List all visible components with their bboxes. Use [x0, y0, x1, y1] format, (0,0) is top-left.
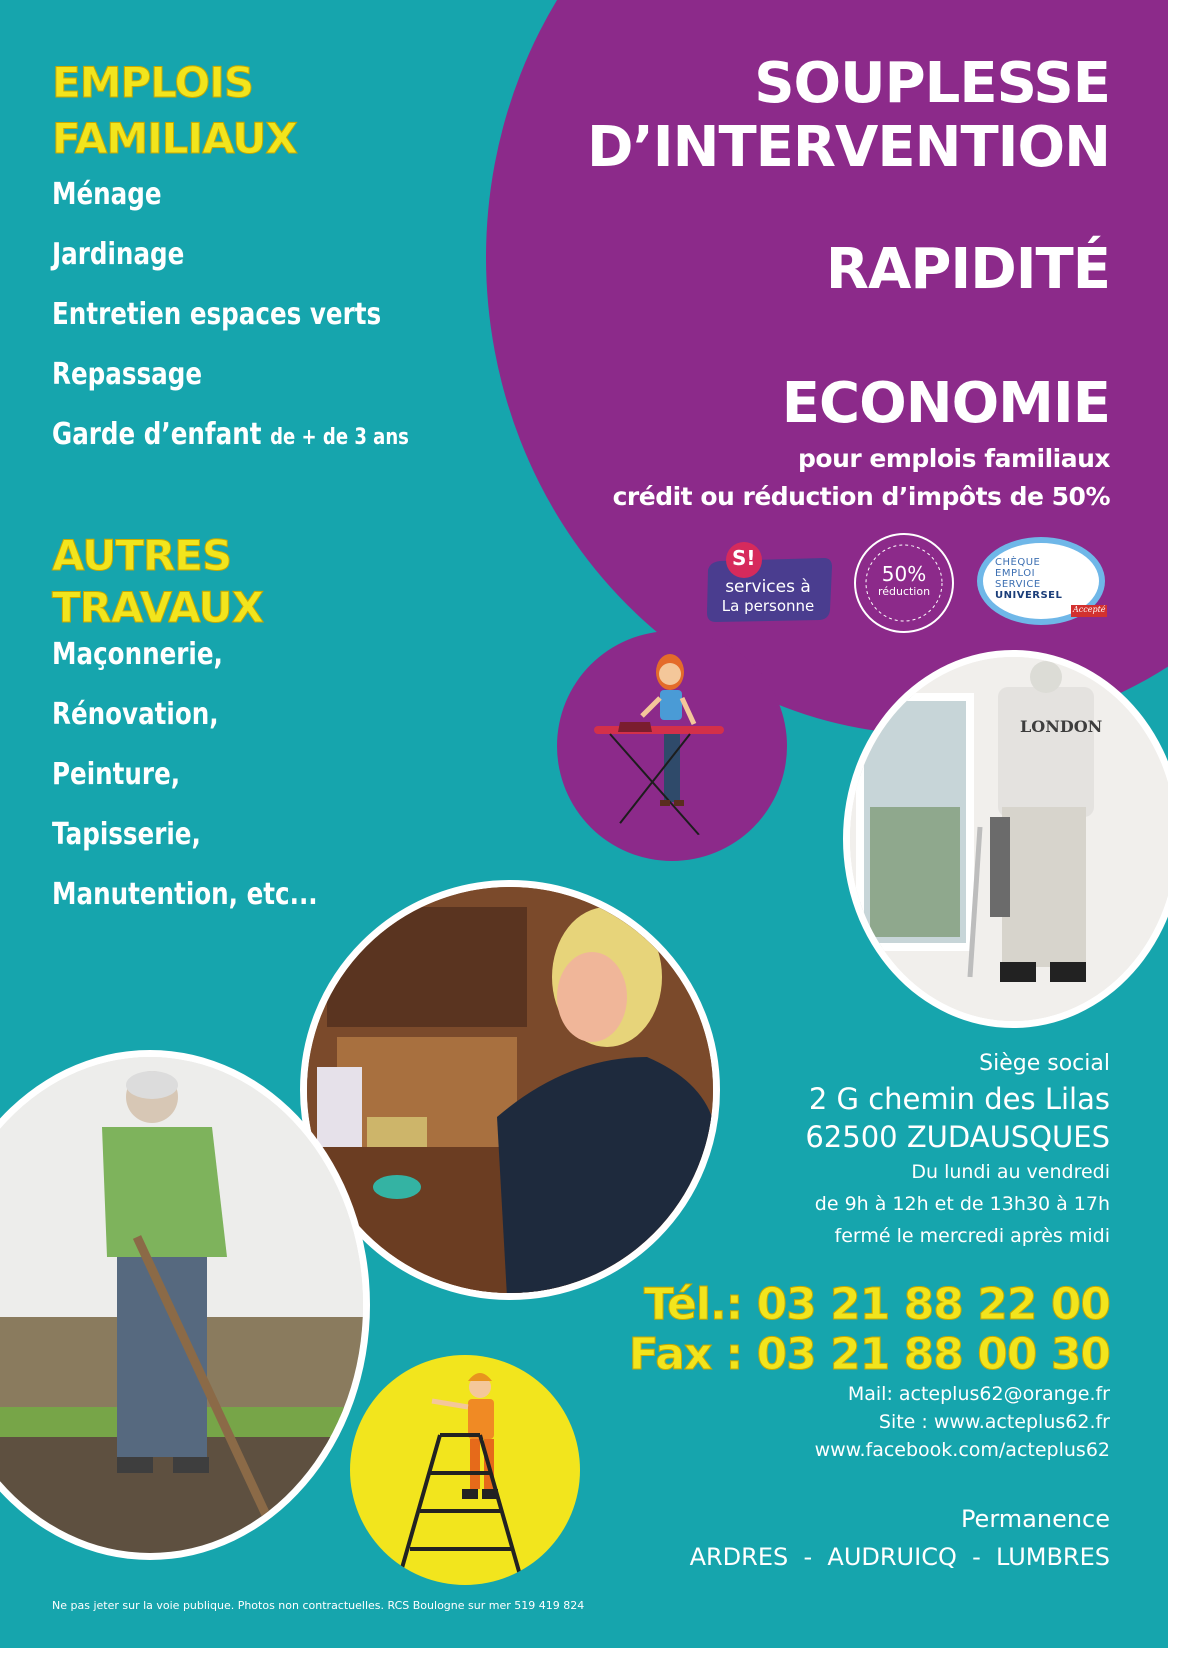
list-item: Tapisserie, [52, 817, 201, 852]
list-item: Rénovation, [52, 697, 219, 732]
headline-souplesse: SOUPLESSE D’INTERVENTION [586, 51, 1110, 180]
phone-number: Tél.: 03 21 88 22 00 [643, 1279, 1110, 1330]
address-line1: 2 G chemin des Lilas [808, 1082, 1110, 1116]
list-item: Manutention, etc... [52, 877, 318, 912]
painter-photo: LONDON [843, 650, 1168, 1028]
phone-fax-block [629, 1280, 1110, 1380]
headline-economie: ECONOMIE [781, 371, 1110, 436]
section-title-autres: AUTRES TRAVAUX [52, 531, 263, 632]
address-line2: 62500 ZUDAUSQUES [805, 1120, 1110, 1154]
ladder-worker-illustration [350, 1355, 580, 1585]
list-item: Maçonnerie, [52, 637, 223, 672]
cleaning-woman-photo [300, 880, 720, 1300]
siege-social-block [805, 1048, 1110, 1252]
website-link[interactable]: Site : www.acteplus62.fr [878, 1411, 1110, 1433]
cesu-logo: CHÈQUE EMPLOI SERVICE UNIVERSEL Accepté [975, 535, 1111, 627]
hours-line2: de 9h à 12h et de 13h30 à 17h [814, 1193, 1110, 1215]
headline-sub: pour emplois familiaux crédit ou réduction d’impôts de 50% [612, 444, 1110, 511]
list-item: Entretien espaces verts [52, 297, 382, 332]
web-contact-block [815, 1380, 1110, 1464]
siege-label: Siège social [979, 1051, 1110, 1076]
facebook-link[interactable]: www.facebook.com/acteplus62 [814, 1439, 1110, 1461]
hours-line1: Du lundi au vendredi [911, 1161, 1110, 1183]
fifty-percent-logo: 50% réduction [852, 531, 956, 635]
ironing-woman-illustration [580, 640, 760, 840]
list-item: Repassage [52, 357, 203, 392]
list-item: Jardinage [52, 237, 185, 272]
headline-rapidite: RAPIDITÉ [825, 237, 1110, 302]
permanence-label: Permanence [960, 1505, 1110, 1533]
fax-number: Fax : 03 21 88 00 30 [628, 1329, 1110, 1380]
permanence-block [690, 1500, 1110, 1576]
hours-line3: fermé le mercredi après midi [834, 1225, 1110, 1247]
services-a-la-personne-logo: S! services à La personne [702, 540, 834, 624]
permanence-towns: ARDRES - AUDRUICQ - LUMBRES [689, 1543, 1110, 1571]
email-link[interactable]: Mail: acteplus62@orange.fr [847, 1383, 1110, 1405]
list-item: Peinture, [52, 757, 181, 792]
list-item-childcare: Garde d’enfant de + de 3 ans [52, 417, 409, 452]
footer-legal-text: Ne pas jeter sur la voie publique. Photos non contractuelles. RCS Boulogne sur mer 519 419 824 [52, 1599, 585, 1612]
emplois-list [52, 165, 409, 468]
section-title-emplois: EMPLOIS FAMILIAUX [52, 58, 297, 163]
autres-list [52, 625, 318, 925]
list-item: Ménage [52, 177, 162, 212]
